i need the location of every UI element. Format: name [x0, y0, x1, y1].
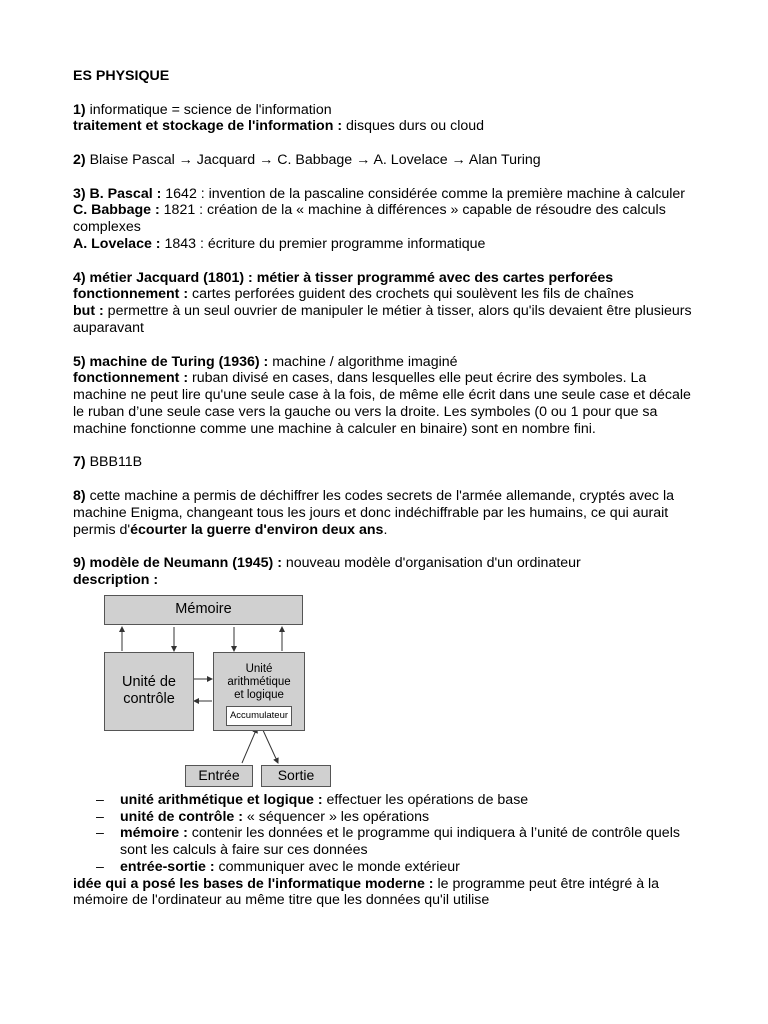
answer-7: 7) BBB11B: [73, 454, 143, 471]
answer-8: 8) cette machine a permis de déchiffrer les codes secrets de l'armée allemande, cryptés avec la machine Enigma, changeant tous les jours et donc indéchiffrable par les humains, ce qui aurait permis d'écourter la guerre d'environ deux ans.: [73, 487, 674, 538]
alu-box: Unité arithmétique et logique Accumulateur: [213, 652, 305, 731]
von-neumann-diagram: [104, 595, 344, 790]
list-item: – mémoire : contenir les données et le programme qui indiquera à l’unité de contrôle quels sont les calculs à faire sur ces données: [96, 825, 680, 859]
accumulator-box: Accumulateur: [226, 706, 292, 726]
memory-box: Mémoire: [104, 595, 303, 625]
page-title: ES PHYSIQUE: [73, 68, 170, 84]
list-item: – entrée-sortie : communiquer avec le monde extérieur: [96, 858, 460, 875]
answer-3: 3) B. Pascal : 1642 : invention de la pascaline considérée comme la première machine à calculer C. Babbage : 1821 : création de la « machine à différences » capable de résoudre des calculs complexes A. Lovelace : 1843 : écriture du premier programme informatique: [73, 185, 685, 252]
arrow-input-to-accumulator: [242, 728, 257, 763]
document-content: [73, 68, 703, 909]
input-box: Entrée: [185, 765, 253, 787]
answer-1: 1) informatique = science de l'information traitement et stockage de l'information : disques durs ou cloud: [73, 101, 485, 135]
answer-5: 5) machine de Turing (1936) : machine / algorithme imaginé fonctionnement : ruban divisé en cases, dans lesquelles elle peut écrire des symboles. La machine ne peut lire qu'une seule case à la fois, de même elle écrit dans une seule case et décale le ruban d’une seule case vers la gauche ou vers la droite. Les symboles (0 ou 1 pour que sa machine fonctionne comme une machine à calculer en binaire) sont en nombre fini.: [73, 353, 691, 437]
arrow-accumulator-to-output: [262, 728, 278, 763]
list-item: – unité de contrôle : « séquencer » les opérations: [96, 808, 430, 825]
list-item: – unité arithmétique et logique : effectuer les opérations de base: [96, 791, 529, 808]
answer-9: 9) modèle de Neumann (1945) : nouveau modèle d'organisation d'un ordinateur description :: [73, 555, 581, 588]
output-box: Sortie: [261, 765, 331, 787]
conclusion: idée qui a posé les bases de l'informatique moderne : le programme peut être intégré à la mémoire de l'ordinateur au même titre que les données qu'il utilise: [73, 875, 660, 909]
control-unit-box: Unité de contrôle: [104, 652, 194, 731]
component-list: [73, 792, 703, 876]
answer-2: 2) Blaise Pascal → Jacquard → C. Babbage → A. Lovelace → Alan Turing: [73, 151, 541, 168]
answer-4: 4) métier Jacquard (1801) : métier à tisser programmé avec des cartes perforées fonctionnement : cartes perforées guident des crochets qui soulèvent les fils de chaînes but : permettre à un seul ouvrier de manipuler le métier à tisser, alors qu'ils devaient être plusieurs auparavant: [73, 269, 692, 336]
